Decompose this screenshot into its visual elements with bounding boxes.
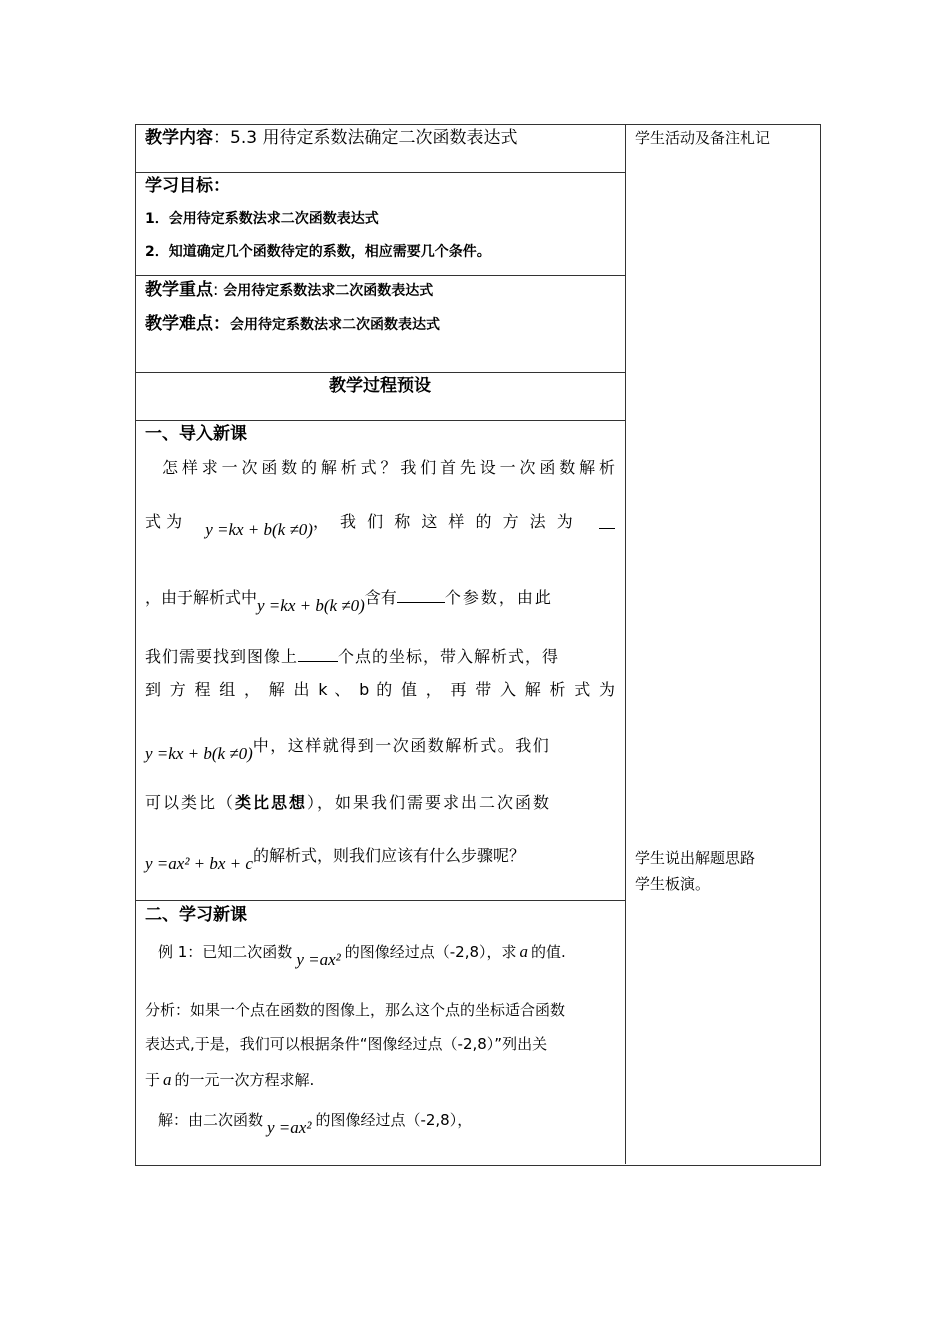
column-divider — [625, 124, 626, 1164]
teaching-content — [145, 128, 517, 148]
section2-heading: 二、学习新课 — [145, 905, 247, 925]
text: 个点的坐标，带入解析式，得 — [338, 647, 560, 666]
emphasis-text: 类比思想 — [235, 793, 308, 812]
objective-item: 1．会用待定系数法求二次函数表达式 — [145, 211, 379, 227]
analysis-line: 分析：如果一个点在函数的图像上，那么这个点的坐标适合函数 — [145, 1001, 566, 1019]
text: 的值. — [531, 943, 566, 961]
difficulty — [145, 314, 440, 335]
paragraph-line: 到 方 程 组 ， 解 出 k 、 b 的 值 ， 再 带 入 解 析 式 为 — [145, 680, 615, 699]
text: 式 为 — [145, 512, 183, 531]
formula: y =kx + b(k ≠0) — [257, 596, 365, 615]
text: ， 我 们 称 这 样 的 方 法 为 — [312, 512, 576, 531]
answer-blank[interactable] — [599, 512, 615, 529]
row-divider — [135, 372, 625, 373]
note-item: 学生说出解题思路 — [635, 849, 756, 867]
text: 的一元一次方程求解. — [174, 1071, 315, 1089]
key-point-value: 会用待定系数法求二次函数表达式 — [218, 283, 434, 299]
paragraph-line — [145, 586, 553, 615]
formula: y =ax² + bx + c — [145, 854, 253, 873]
teaching-content-label: 教学内容 — [145, 128, 213, 148]
paragraph-line — [145, 793, 551, 813]
variable: a — [163, 1070, 172, 1089]
key-point — [145, 280, 433, 301]
formula: y =kx + b(k ≠0) — [145, 744, 253, 763]
separator: : — [213, 280, 219, 299]
text: 中，这样就得到一次函数解析式。我们 — [252, 736, 551, 755]
text: 的图像经过点（-2,8），求 — [344, 943, 517, 961]
text: ），如果我们需要求出二次函数 — [307, 793, 552, 812]
formula: y =kx + b(k ≠0) — [205, 520, 313, 539]
notes-header: 学生活动及备注札记 — [635, 129, 771, 147]
text: 的解析式，则我们应该有什么步骤呢？ — [252, 846, 525, 865]
formula: y =ax² — [267, 1118, 312, 1137]
row-divider — [135, 420, 625, 421]
text: 我们需要找到图像上 — [145, 647, 299, 666]
text: 个参数，由此 — [444, 588, 553, 607]
analysis-line — [145, 1070, 314, 1090]
text: 例 1：已知二次函数 — [158, 943, 293, 961]
formula: y =ax² — [296, 950, 341, 969]
example-line — [158, 942, 566, 969]
variable: a — [519, 942, 529, 961]
text: 的图像经过点（-2,8）， — [315, 1111, 473, 1129]
text: 解：由二次函数 — [158, 1111, 264, 1129]
section1-heading: 一、导入新课 — [145, 424, 247, 444]
process-title: 教学过程预设 — [329, 376, 431, 396]
text: 含有 — [364, 588, 397, 607]
paragraph-line — [145, 512, 625, 539]
difficulty-label: 教学难点： — [145, 314, 230, 334]
paragraph-line — [145, 645, 559, 667]
text: 可以类比（ — [145, 793, 236, 812]
row-divider — [135, 900, 625, 901]
answer-blank[interactable] — [298, 645, 338, 662]
text: ，由于解析式中 — [145, 588, 258, 607]
paragraph-line — [145, 846, 525, 873]
difficulty-value: 会用待定系数法求二次函数表达式 — [230, 317, 440, 333]
objectives-heading: 学习目标： — [145, 176, 230, 196]
separator: ： — [213, 128, 230, 148]
objective-item: 2．知道确定几个函数待定的系数，相应需要几个条件。 — [145, 244, 491, 260]
note-item: 学生板演。 — [635, 875, 711, 893]
text: 于 — [145, 1071, 161, 1089]
paragraph-line: 怎样求一次函数的解析式？我们首先设一次函数解析 — [162, 458, 615, 477]
solution-line — [158, 1110, 473, 1137]
key-point-label: 教学重点 — [145, 280, 213, 300]
answer-blank[interactable] — [397, 586, 445, 603]
row-divider — [135, 275, 625, 276]
analysis-line: 表达式,于是，我们可以根据条件“图像经过点（-2,8）”列出关 — [145, 1035, 548, 1053]
teaching-content-value: 5.3 用待定系数法确定二次函数表达式 — [230, 128, 518, 148]
row-divider — [135, 172, 625, 173]
paragraph-line — [145, 736, 551, 763]
